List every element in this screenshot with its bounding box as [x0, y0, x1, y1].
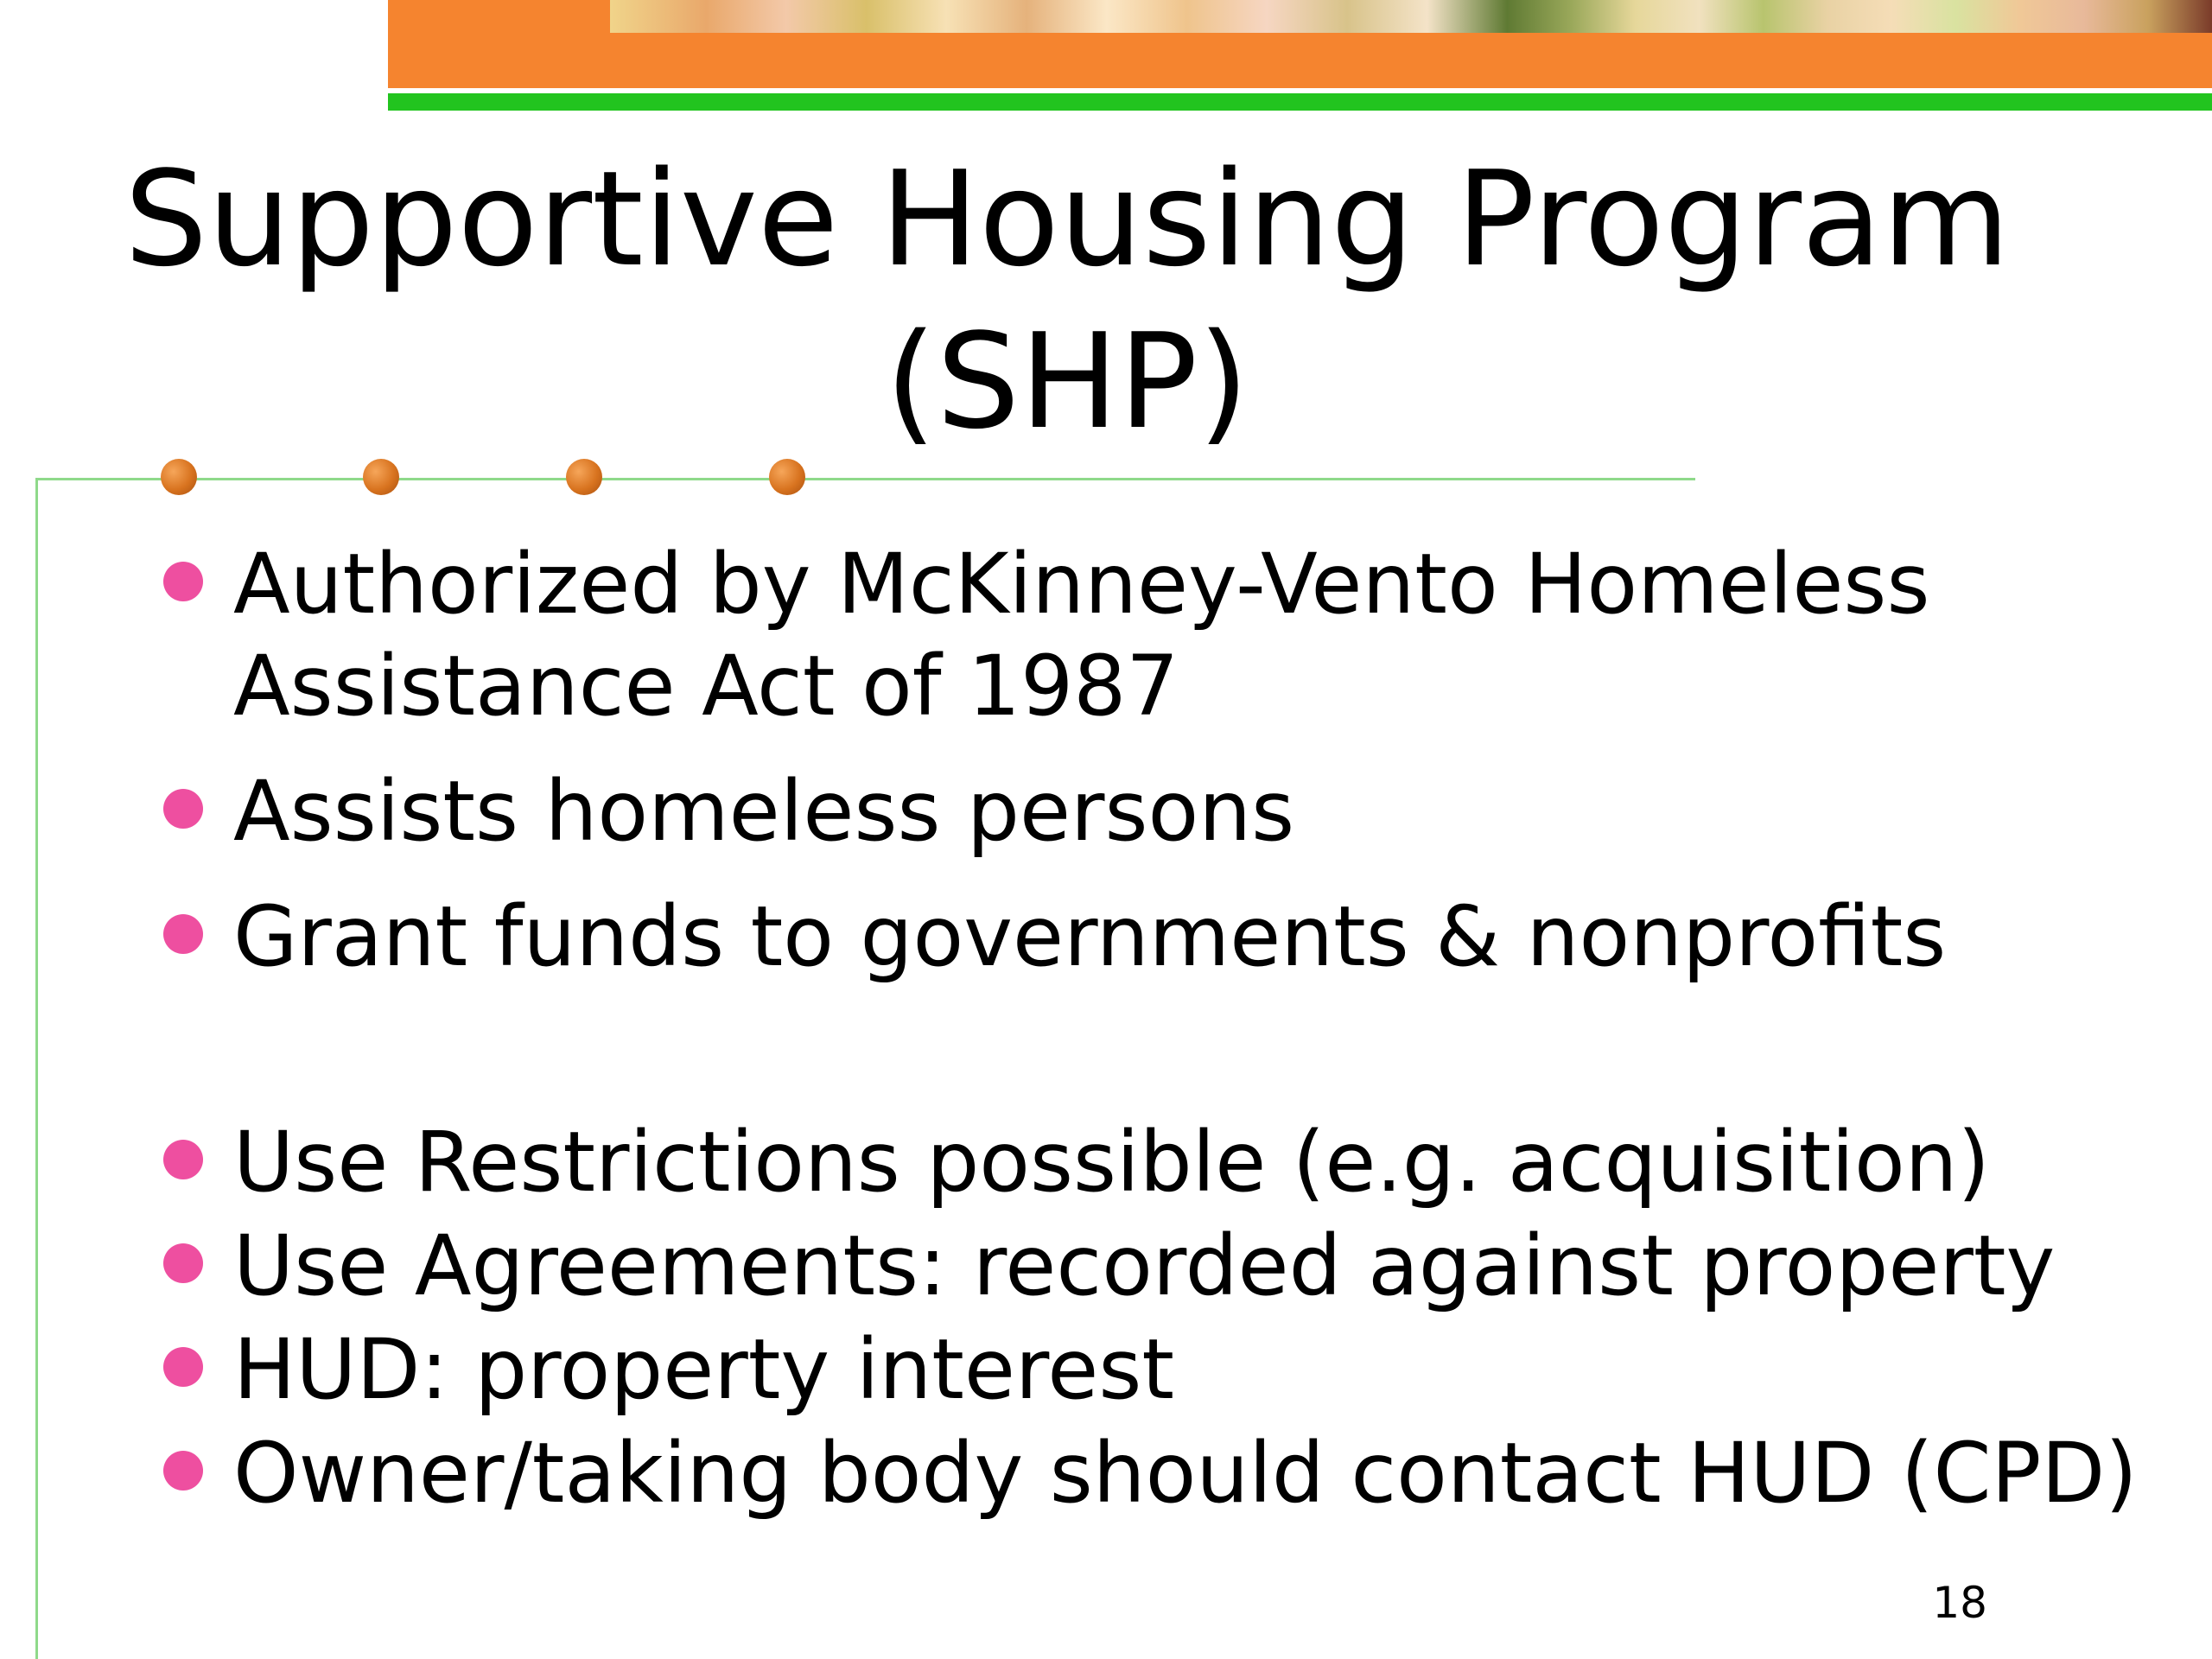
- slide-title-line-2: (SHP): [885, 305, 1249, 458]
- slide-title-line-1: Supportive Housing Program: [124, 143, 2011, 296]
- bullet-icon: [163, 562, 203, 601]
- bullet-icon: [163, 789, 203, 829]
- bullet-item-owner-contact: Owner/taking body should contact HUD (CPD): [233, 1425, 2138, 1522]
- bullet-item-hud-interest: HUD: property interest: [233, 1321, 1174, 1418]
- bullet-text-line-2: Assistance Act of 1987: [233, 638, 1179, 734]
- bullet-item-use-restrictions: Use Restrictions possible (e.g. acquisition): [233, 1114, 1990, 1211]
- bullet-icon: [163, 914, 203, 954]
- bullet-text-line-1: Authorized by McKinney-Vento Homeless: [233, 536, 1930, 632]
- bullet-icon: [163, 1140, 203, 1179]
- bullet-item-use-agreements: Use Agreements: recorded against property: [233, 1217, 2056, 1314]
- page-number: 18: [1932, 1578, 1987, 1628]
- bullet-item-assists: Assists homeless persons: [233, 763, 1295, 860]
- bullet-icon: [163, 1243, 203, 1283]
- bullet-icon: [163, 1347, 203, 1387]
- bullet-item-authorized: [233, 533, 1929, 737]
- bullet-item-grant-funds: Grant funds to governments & nonprofits: [233, 888, 1947, 985]
- bullet-icon: [163, 1451, 203, 1491]
